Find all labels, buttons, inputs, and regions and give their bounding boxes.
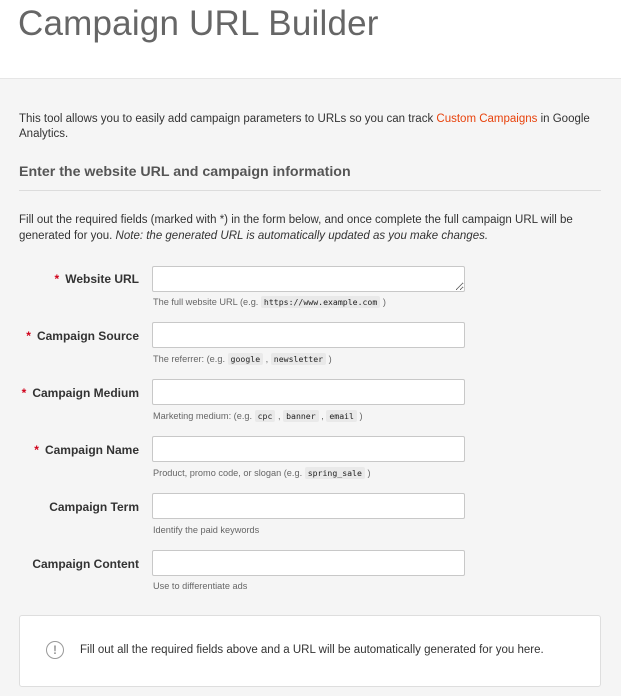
campaign-term-label-text: Campaign Term: [49, 500, 139, 514]
help-text: ): [364, 468, 371, 478]
required-marker: *: [21, 386, 27, 400]
page-title: Campaign URL Builder: [18, 4, 379, 43]
campaign-source-label: [26, 329, 139, 343]
help-text: Product, promo code, or slogan (e.g.: [153, 468, 305, 478]
campaign-content-help: Use to differentiate ads: [153, 581, 248, 591]
example-code: spring_sale: [305, 467, 365, 479]
instructions-note: Note: the generated URL is automatically updated as you make changes.: [115, 230, 489, 242]
help-text: ): [326, 354, 332, 364]
campaign-term-label: [49, 500, 139, 514]
website-url-label-text: Website URL: [65, 272, 139, 286]
form-instructions: [19, 212, 604, 244]
example-code: newsletter: [271, 353, 326, 365]
generated-url-alert: [19, 615, 601, 687]
section-title: Enter the website URL and campaign information: [19, 164, 351, 180]
website-url-label: [55, 272, 139, 286]
page-header: [0, 0, 621, 79]
website-url-help: [153, 297, 386, 307]
campaign-name-label: [34, 443, 139, 457]
campaign-source-label-text: Campaign Source: [36, 329, 139, 343]
help-separator: ,: [318, 411, 327, 421]
intro-text-before: This tool allows you to easily add campaign parameters to URLs so you can track: [19, 113, 437, 125]
campaign-name-label-text: Campaign Name: [44, 443, 139, 457]
website-url-input[interactable]: [152, 266, 465, 292]
help-text: Marketing medium: (e.g.: [153, 411, 255, 421]
required-marker: *: [26, 329, 31, 343]
campaign-name-input[interactable]: [152, 436, 465, 462]
required-marker: *: [54, 272, 60, 286]
campaign-source-input[interactable]: [152, 322, 465, 348]
help-text: The referrer: (e.g.: [153, 354, 228, 364]
campaign-medium-label: [22, 386, 139, 400]
campaign-term-input[interactable]: [152, 493, 465, 519]
help-separator: ,: [263, 354, 271, 364]
campaign-medium-label-text: Campaign Medium: [32, 386, 139, 400]
custom-campaigns-link[interactable]: Custom Campaigns: [436, 113, 538, 125]
campaign-medium-input[interactable]: [152, 379, 465, 405]
campaign-content-label-text: Campaign Content: [32, 557, 139, 571]
campaign-medium-help: [153, 411, 363, 421]
campaign-term-help: Identify the paid keywords: [153, 525, 260, 535]
campaign-content-label: [32, 557, 139, 571]
campaign-content-input[interactable]: [152, 550, 465, 576]
example-code: https://www.example.com: [261, 296, 380, 308]
campaign-source-help: [153, 354, 332, 364]
help-separator: ,: [275, 411, 284, 421]
section-divider: [19, 190, 601, 191]
alert-message: Fill out all the required fields above and a URL will be automatically generated for you here.: [80, 644, 544, 656]
help-text: ): [357, 411, 363, 421]
exclamation-circle-icon: !: [46, 641, 64, 659]
example-code: cpc: [255, 410, 276, 422]
intro-text-after: in Google Analytics.: [19, 113, 590, 140]
example-code: google: [228, 353, 264, 365]
help-text: ): [380, 297, 386, 307]
campaign-name-help: [153, 468, 371, 478]
intro-text: [19, 112, 604, 142]
help-text: The full website URL (e.g.: [153, 297, 261, 307]
example-code: email: [326, 410, 357, 422]
required-marker: *: [34, 443, 39, 457]
instructions-text: Fill out the required fields (marked with *) in the form below, and once complete the full campaign URL will be generated for you.: [19, 214, 573, 242]
example-code: banner: [283, 410, 319, 422]
